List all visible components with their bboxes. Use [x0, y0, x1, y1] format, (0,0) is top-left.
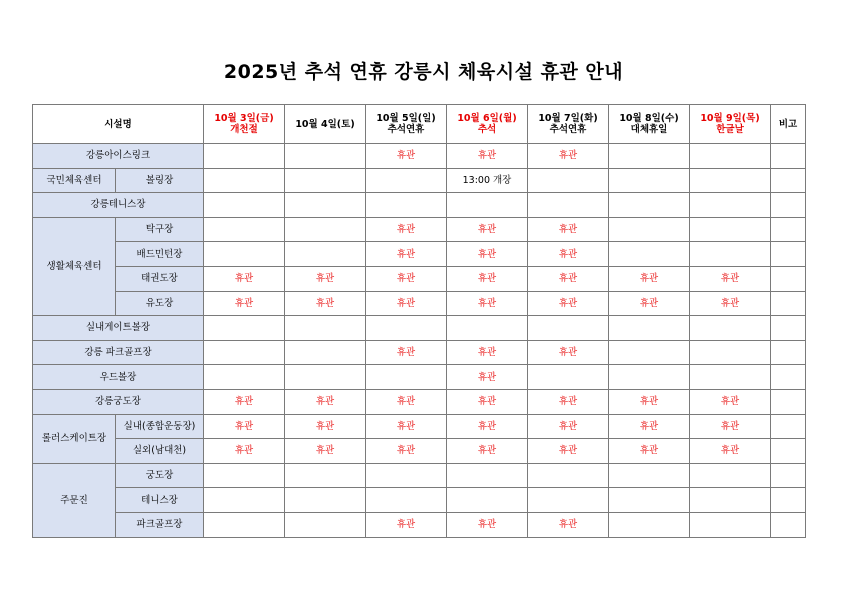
status-cell: [690, 463, 771, 488]
table-row: [33, 242, 806, 267]
facility-name: 강릉궁도장: [33, 389, 204, 414]
status-cell: [285, 512, 366, 537]
status-cell: 휴관: [204, 414, 285, 439]
status-cell: 휴관: [528, 266, 609, 291]
status-cell: 휴관: [447, 144, 528, 169]
table-row: [33, 389, 806, 414]
status-cell: 휴관: [366, 266, 447, 291]
note-cell: [771, 217, 806, 242]
status-cell: 휴관: [366, 414, 447, 439]
status-cell: 휴관: [609, 389, 690, 414]
header-date: [690, 105, 771, 144]
facility-name: 배드민턴장: [116, 242, 204, 267]
status-cell: 휴관: [528, 144, 609, 169]
note-cell: [771, 389, 806, 414]
facility-name: 태권도장: [116, 266, 204, 291]
header-date-holiday: 추석연휴: [387, 124, 425, 135]
status-cell: 휴관: [447, 414, 528, 439]
note-cell: [771, 168, 806, 193]
page-title: 2025년 추석 연휴 강릉시 체육시설 휴관 안내: [223, 61, 624, 83]
status-cell: [690, 242, 771, 267]
status-cell: 휴관: [366, 512, 447, 537]
status-cell: 휴관: [528, 414, 609, 439]
note-cell: [771, 144, 806, 169]
status-cell: 휴관: [366, 389, 447, 414]
table-row: [33, 365, 806, 390]
table-row: [33, 217, 806, 242]
status-cell: [204, 340, 285, 365]
status-cell: 휴관: [447, 242, 528, 267]
status-cell: [528, 365, 609, 390]
status-cell: 휴관: [528, 217, 609, 242]
status-cell: 휴관: [285, 266, 366, 291]
status-cell: 휴관: [690, 439, 771, 464]
facility-name: 볼링장: [116, 168, 204, 193]
status-cell: [204, 193, 285, 218]
status-cell: 휴관: [447, 266, 528, 291]
facility-name: 궁도장: [116, 463, 204, 488]
note-cell: [771, 439, 806, 464]
status-cell: [528, 316, 609, 341]
status-cell: [285, 144, 366, 169]
status-cell: 휴관: [528, 439, 609, 464]
status-cell: [447, 193, 528, 218]
status-cell: [204, 365, 285, 390]
header-date: [366, 105, 447, 144]
group-name: 국민체육센터: [33, 168, 116, 193]
status-cell: [204, 144, 285, 169]
status-cell: 휴관: [285, 291, 366, 316]
status-cell: 휴관: [609, 266, 690, 291]
facility-name: 우드볼장: [33, 365, 204, 390]
header-date-holiday: 추석: [477, 124, 497, 135]
note-cell: [771, 291, 806, 316]
status-cell: [285, 193, 366, 218]
status-cell: [285, 242, 366, 267]
status-cell: 휴관: [204, 389, 285, 414]
status-cell: 휴관: [690, 389, 771, 414]
status-cell: [285, 340, 366, 365]
status-cell: [528, 193, 609, 218]
status-cell: [609, 168, 690, 193]
table-row: [33, 463, 806, 488]
header-date-holiday: 대체휴일: [630, 124, 668, 135]
status-cell: 13:00 개장: [447, 168, 528, 193]
header-date-label: 10월 9일(목): [700, 113, 760, 124]
status-cell: [204, 217, 285, 242]
status-cell: [366, 316, 447, 341]
status-cell: 휴관: [447, 217, 528, 242]
facility-name: 강릉아이스링크: [33, 144, 204, 169]
status-cell: 휴관: [204, 291, 285, 316]
status-cell: 휴관: [366, 144, 447, 169]
header-date: [204, 105, 285, 144]
status-cell: 휴관: [609, 439, 690, 464]
header-date: [528, 105, 609, 144]
header-date-holiday: 개천절: [230, 124, 258, 135]
note-cell: [771, 316, 806, 341]
header-date-holiday: 한글날: [716, 124, 744, 135]
status-cell: 휴관: [204, 266, 285, 291]
table-row: [33, 488, 806, 513]
status-cell: [204, 488, 285, 513]
table-row: [33, 168, 806, 193]
status-cell: [285, 488, 366, 513]
table-row: [33, 439, 806, 464]
status-cell: 휴관: [609, 414, 690, 439]
status-cell: [609, 340, 690, 365]
note-cell: [771, 463, 806, 488]
facility-name: 강릉 파크골프장: [33, 340, 204, 365]
status-cell: 휴관: [204, 439, 285, 464]
header-row: [33, 105, 806, 144]
status-cell: [690, 488, 771, 513]
status-cell: 휴관: [366, 242, 447, 267]
status-cell: 휴관: [447, 340, 528, 365]
status-cell: [690, 365, 771, 390]
status-cell: [609, 365, 690, 390]
status-cell: [528, 168, 609, 193]
status-cell: 휴관: [528, 340, 609, 365]
table-row: [33, 193, 806, 218]
facility-name: 탁구장: [116, 217, 204, 242]
status-cell: 휴관: [366, 340, 447, 365]
status-cell: [285, 217, 366, 242]
facility-name: 테니스장: [116, 488, 204, 513]
status-cell: [690, 168, 771, 193]
status-cell: [609, 193, 690, 218]
status-cell: 휴관: [447, 512, 528, 537]
table-row: [33, 266, 806, 291]
table-row: [33, 316, 806, 341]
table-row: [33, 414, 806, 439]
header-date-label: 10월 5일(일): [376, 113, 436, 124]
status-cell: [204, 242, 285, 267]
status-cell: 휴관: [690, 414, 771, 439]
status-cell: 휴관: [366, 439, 447, 464]
group-name: 주문진: [33, 463, 116, 537]
status-cell: [609, 488, 690, 513]
header-date-label: 10월 6일(월): [457, 113, 517, 124]
status-cell: [528, 488, 609, 513]
status-cell: [204, 168, 285, 193]
status-cell: [366, 193, 447, 218]
status-cell: [204, 463, 285, 488]
facility-name: 실내게이트볼장: [33, 316, 204, 341]
note-cell: [771, 512, 806, 537]
status-cell: [690, 316, 771, 341]
status-cell: [447, 488, 528, 513]
status-cell: 휴관: [366, 217, 447, 242]
status-cell: [609, 217, 690, 242]
facility-name: 유도장: [116, 291, 204, 316]
status-cell: 휴관: [447, 389, 528, 414]
status-cell: 휴관: [285, 389, 366, 414]
status-cell: [609, 316, 690, 341]
status-cell: [366, 463, 447, 488]
status-cell: [285, 316, 366, 341]
header-date-label: 10월 7일(화): [538, 113, 598, 124]
status-cell: 휴관: [447, 439, 528, 464]
status-cell: [285, 365, 366, 390]
header-date: [285, 105, 366, 144]
note-cell: [771, 414, 806, 439]
header-facility: 시설명: [33, 105, 204, 144]
group-name: 생활체육센터: [33, 217, 116, 315]
status-cell: [609, 512, 690, 537]
note-cell: [771, 340, 806, 365]
header-note: 비고: [771, 105, 806, 144]
note-cell: [771, 365, 806, 390]
status-cell: [690, 193, 771, 218]
status-cell: 휴관: [609, 291, 690, 316]
status-cell: [447, 463, 528, 488]
status-cell: 휴관: [447, 291, 528, 316]
facility-name: 강릉테니스장: [33, 193, 204, 218]
status-cell: [528, 463, 609, 488]
status-cell: [690, 512, 771, 537]
status-cell: [609, 144, 690, 169]
status-cell: 휴관: [528, 291, 609, 316]
header-date-label: 10월 4일(토): [295, 118, 355, 130]
header-date-holiday: 추석연휴: [549, 124, 587, 135]
header-date: [447, 105, 528, 144]
status-cell: 휴관: [366, 291, 447, 316]
status-cell: [690, 144, 771, 169]
status-cell: 휴관: [528, 389, 609, 414]
status-cell: [285, 463, 366, 488]
header-date-label: 10월 3일(금): [214, 113, 274, 124]
status-cell: [690, 217, 771, 242]
header-date-label: 10월 8일(수): [619, 113, 679, 124]
facility-name: 실내(종합운동장): [116, 414, 204, 439]
table-row: [33, 340, 806, 365]
closure-table: [32, 104, 806, 538]
table-row: [33, 291, 806, 316]
status-cell: [285, 168, 366, 193]
facility-name: 파크골프장: [116, 512, 204, 537]
status-cell: [366, 168, 447, 193]
note-cell: [771, 242, 806, 267]
group-name: 롤러스케이트장: [33, 414, 116, 463]
status-cell: [447, 316, 528, 341]
status-cell: 휴관: [285, 414, 366, 439]
table-row: [33, 144, 806, 169]
note-cell: [771, 488, 806, 513]
status-cell: 휴관: [690, 291, 771, 316]
note-cell: [771, 266, 806, 291]
status-cell: [609, 242, 690, 267]
header-date: [609, 105, 690, 144]
status-cell: [609, 463, 690, 488]
status-cell: [690, 340, 771, 365]
status-cell: [366, 365, 447, 390]
facility-name: 실외(남대천): [116, 439, 204, 464]
status-cell: 휴관: [528, 512, 609, 537]
status-cell: 휴관: [528, 242, 609, 267]
table-row: [33, 512, 806, 537]
status-cell: 휴관: [447, 365, 528, 390]
status-cell: [204, 512, 285, 537]
status-cell: 휴관: [285, 439, 366, 464]
status-cell: [366, 488, 447, 513]
status-cell: 휴관: [690, 266, 771, 291]
note-cell: [771, 193, 806, 218]
status-cell: [204, 316, 285, 341]
